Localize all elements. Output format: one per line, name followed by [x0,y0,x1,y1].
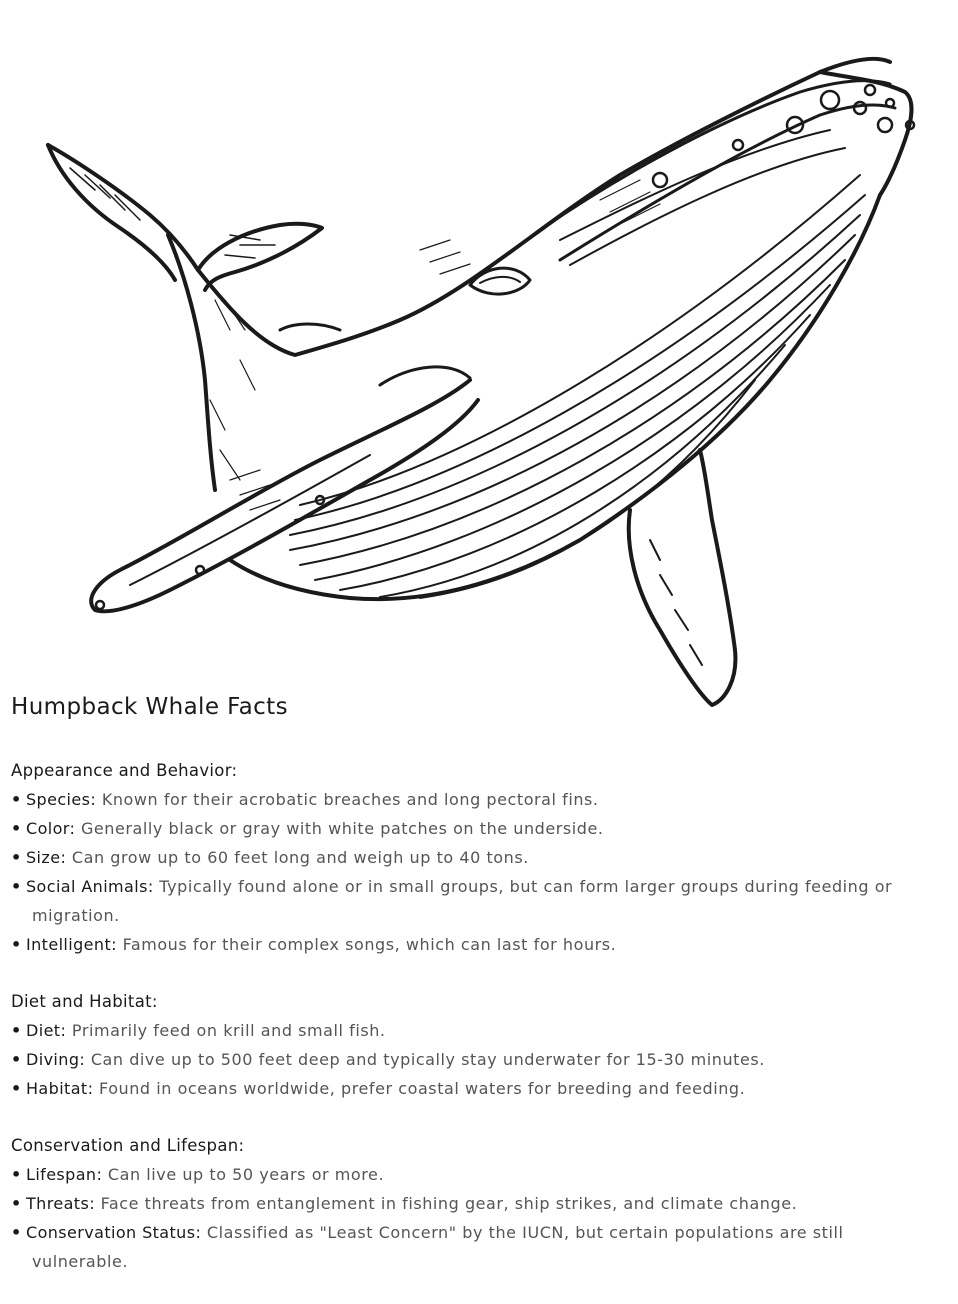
facts-document [11,694,941,1304]
bullet-icon: • [11,1194,22,1213]
fact-habitat [11,1074,941,1103]
fact-text: Classified as "Least Concern" by the IUCN, but certain populations are still [206,1223,844,1242]
bullet-icon: • [11,848,22,867]
fact-text: Can grow up to 60 feet long and weigh up to 40 tons. [71,848,529,867]
fact-diet [11,1016,941,1045]
fact-label: Habitat: [26,1079,94,1098]
page-title: Humpback Whale Facts [11,694,288,720]
fact-label: Size: [26,848,67,867]
fact-list [11,1016,941,1103]
fact-diving [11,1045,941,1074]
bullet-icon: • [11,877,22,896]
fact-label: Lifespan: [26,1165,103,1184]
fact-text-continuation: migration. [32,906,120,925]
fact-lifespan [11,1160,941,1189]
fact-text: Primarily feed on krill and small fish. [71,1021,386,1040]
fact-color [11,814,941,843]
fact-text-continuation: vulnerable. [32,1252,129,1271]
fact-intelligent [11,930,941,959]
fact-text: Famous for their complex songs, which can last for hours. [122,935,617,954]
fact-label: Threats: [26,1194,95,1213]
fact-size [11,843,941,872]
fact-text: Can dive up to 500 feet deep and typically stay underwater for 15-30 minutes. [90,1050,765,1069]
section-heading: Diet and Habitat: [11,992,158,1011]
bullet-icon: • [11,819,22,838]
fact-threats [11,1189,941,1218]
bullet-icon: • [11,1079,22,1098]
fact-label: Social Animals: [26,877,154,896]
fact-text: Generally black or gray with white patches on the underside. [80,819,604,838]
fact-species [11,785,941,814]
bullet-icon: • [11,1050,22,1069]
fact-text: Typically found alone or in small groups, but can form larger groups during feeding or [159,877,893,896]
fact-label: Color: [26,819,76,838]
fact-social-animals [11,872,941,930]
fact-conservation-status [11,1218,941,1276]
bullet-icon: • [11,790,22,809]
fact-text: Found in oceans worldwide, prefer coastal waters for breeding and feeding. [99,1079,746,1098]
fact-label: Intelligent: [26,935,117,954]
fact-list [11,785,941,959]
bullet-icon: • [11,935,22,954]
bullet-icon: • [11,1021,22,1040]
fact-label: Diet: [26,1021,67,1040]
section-conservation-lifespan [11,1131,941,1276]
section-heading: Appearance and Behavior: [11,761,238,780]
fact-label: Diving: [26,1050,86,1069]
fact-text: Known for their acrobatic breaches and long pectoral fins. [101,790,599,809]
section-appearance-behavior [11,756,941,959]
fact-text: Face threats from entanglement in fishing gear, ship strikes, and climate change. [100,1194,798,1213]
section-heading: Conservation and Lifespan: [11,1136,245,1155]
fact-list [11,1160,941,1276]
fact-text: Can live up to 50 years or more. [107,1165,385,1184]
bullet-icon: • [11,1223,22,1242]
bullet-icon: • [11,1165,22,1184]
fact-label: Conservation Status: [26,1223,202,1242]
fact-label: Species: [26,790,97,809]
section-diet-habitat [11,987,941,1103]
